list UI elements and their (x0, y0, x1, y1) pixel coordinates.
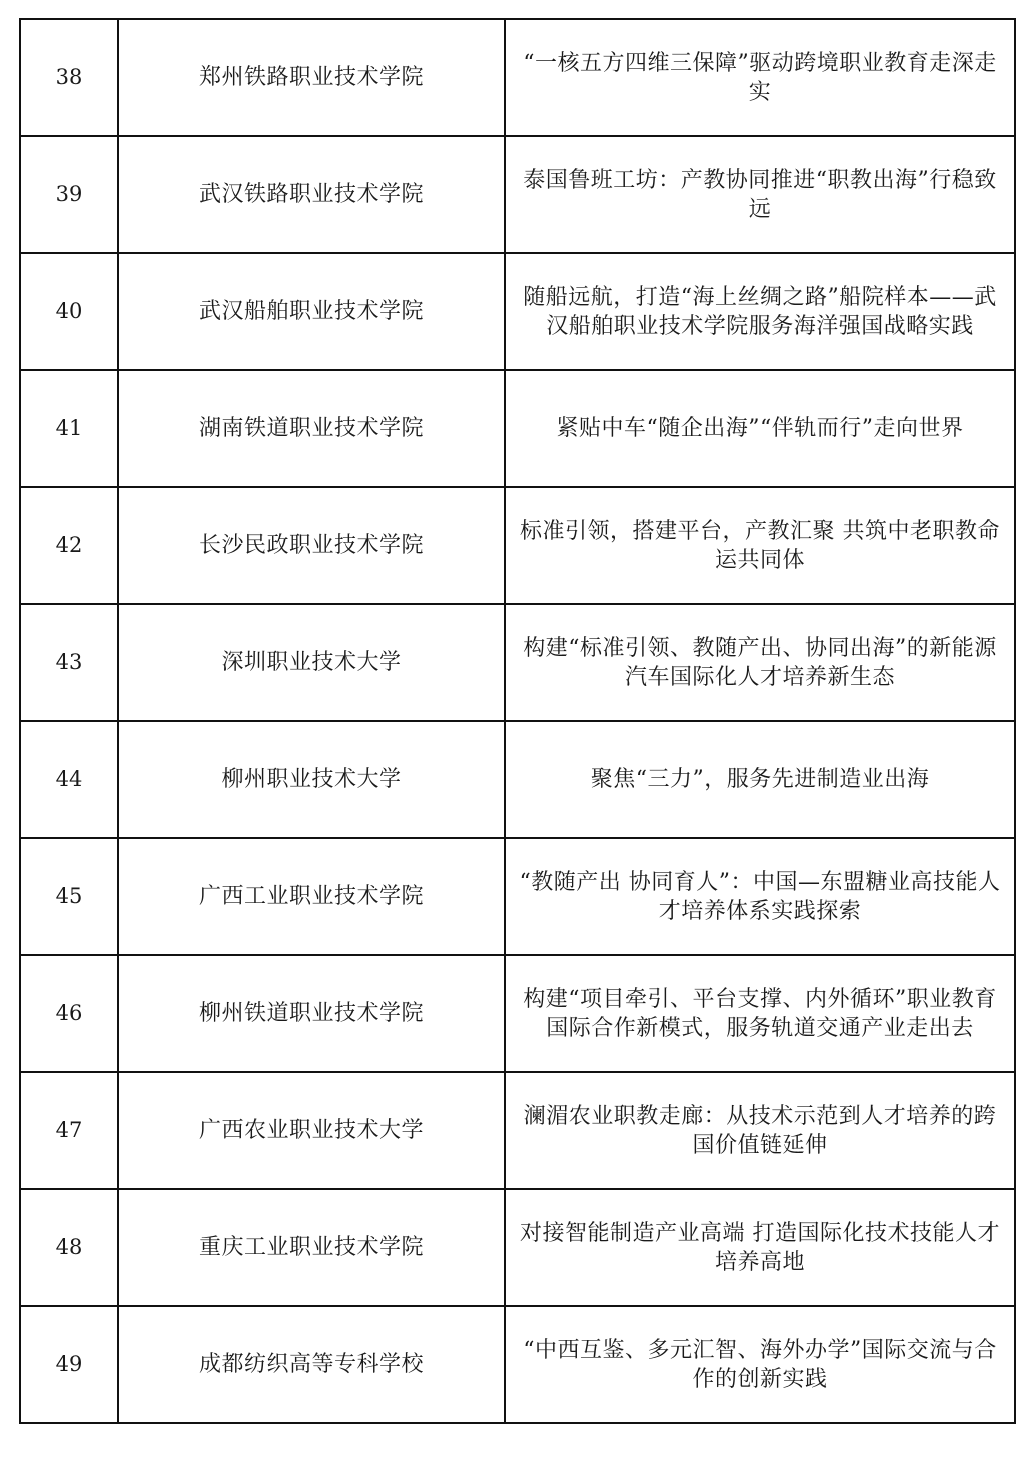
school-name: 深圳职业技术大学 (118, 604, 505, 721)
row-number: 39 (20, 136, 118, 253)
school-name: 成都纺织高等专科学校 (118, 1306, 505, 1423)
case-title: 构建“标准引领、教随产出、协同出海”的新能源汽车国际化人才培养新生态 (505, 604, 1015, 721)
school-name: 广西农业职业技术大学 (118, 1072, 505, 1189)
table-row (20, 721, 1015, 838)
case-title: 紧贴中车“随企出海”“伴轨而行”走向世界 (505, 370, 1015, 487)
row-number: 44 (20, 721, 118, 838)
school-name: 郑州铁路职业技术学院 (118, 19, 505, 136)
school-name: 湖南铁道职业技术学院 (118, 370, 505, 487)
table-row (20, 136, 1015, 253)
school-name: 广西工业职业技术学院 (118, 838, 505, 955)
school-name: 柳州铁道职业技术学院 (118, 955, 505, 1072)
table-row (20, 604, 1015, 721)
table-row (20, 1306, 1015, 1423)
row-number: 40 (20, 253, 118, 370)
case-title: 标准引领，搭建平台，产教汇聚 共筑中老职教命运共同体 (505, 487, 1015, 604)
table-row (20, 838, 1015, 955)
row-number: 47 (20, 1072, 118, 1189)
row-number: 45 (20, 838, 118, 955)
table-row (20, 370, 1015, 487)
case-title: 泰国鲁班工坊：产教协同推进“职教出海”行稳致远 (505, 136, 1015, 253)
table-row (20, 1072, 1015, 1189)
school-name: 武汉铁路职业技术学院 (118, 136, 505, 253)
row-number: 49 (20, 1306, 118, 1423)
cases-table (19, 18, 1016, 1424)
row-number: 38 (20, 19, 118, 136)
row-number: 43 (20, 604, 118, 721)
cases-table-container (19, 18, 1014, 1424)
case-title: 随船远航，打造“海上丝绸之路”船院样本——武汉船舶职业技术学院服务海洋强国战略实践 (505, 253, 1015, 370)
case-title: “教随产出 协同育人”：中国—东盟糖业高技能人才培养体系实践探索 (505, 838, 1015, 955)
case-title: “中西互鉴、多元汇智、海外办学”国际交流与合作的创新实践 (505, 1306, 1015, 1423)
table-row (20, 19, 1015, 136)
school-name: 柳州职业技术大学 (118, 721, 505, 838)
school-name: 武汉船舶职业技术学院 (118, 253, 505, 370)
table-row (20, 955, 1015, 1072)
row-number: 46 (20, 955, 118, 1072)
table-body (20, 19, 1015, 1423)
table-row (20, 253, 1015, 370)
table-row (20, 487, 1015, 604)
table-row (20, 1189, 1015, 1306)
school-name: 重庆工业职业技术学院 (118, 1189, 505, 1306)
case-title: 构建“项目牵引、平台支撑、内外循环”职业教育国际合作新模式，服务轨道交通产业走出去 (505, 955, 1015, 1072)
row-number: 41 (20, 370, 118, 487)
school-name: 长沙民政职业技术学院 (118, 487, 505, 604)
case-title: “一核五方四维三保障”驱动跨境职业教育走深走实 (505, 19, 1015, 136)
row-number: 48 (20, 1189, 118, 1306)
case-title: 澜湄农业职教走廊：从技术示范到人才培养的跨国价值链延伸 (505, 1072, 1015, 1189)
case-title: 对接智能制造产业高端 打造国际化技术技能人才培养高地 (505, 1189, 1015, 1306)
row-number: 42 (20, 487, 118, 604)
case-title: 聚焦“三力”，服务先进制造业出海 (505, 721, 1015, 838)
